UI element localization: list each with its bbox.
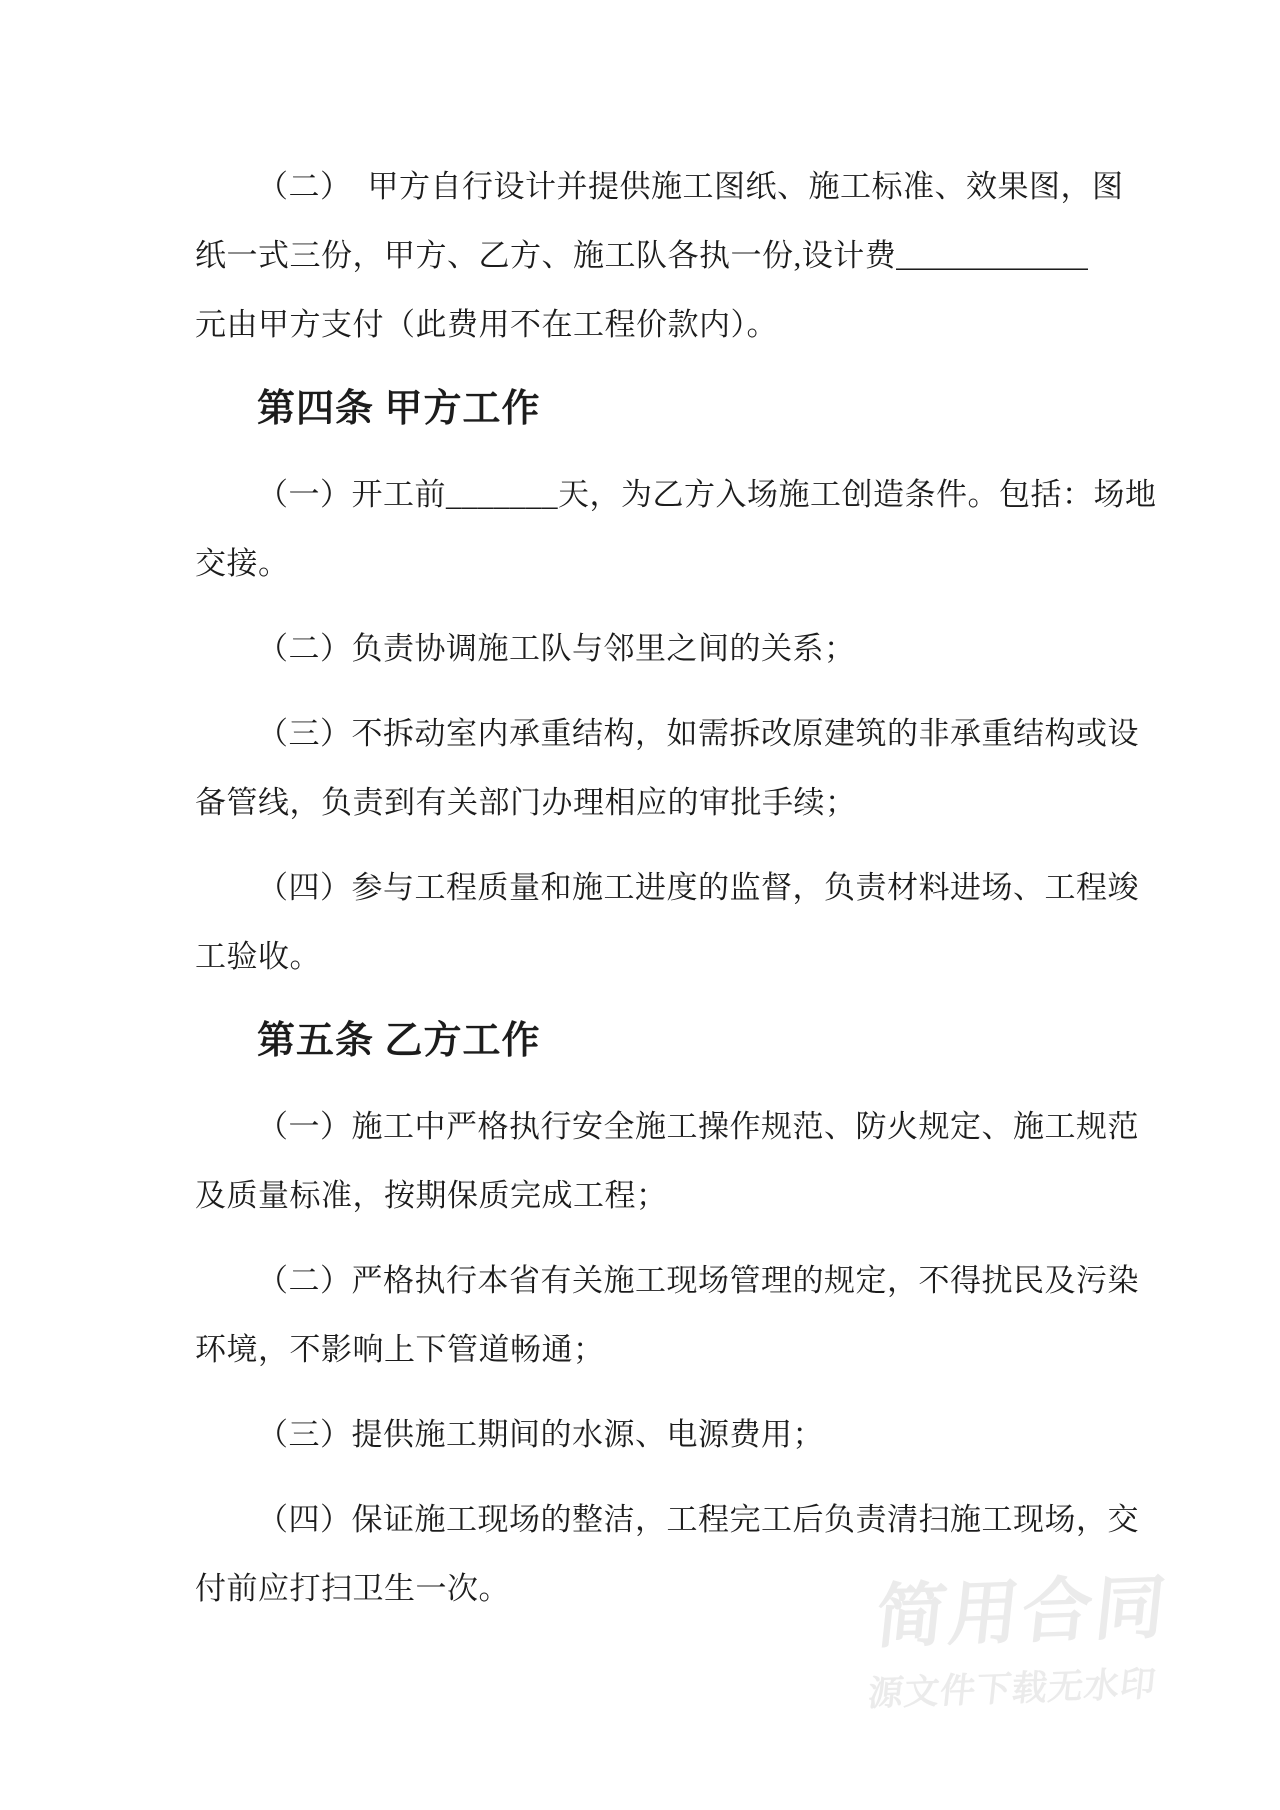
clause-paragraph — [195, 1092, 1225, 1230]
clause-paragraph — [195, 1246, 1225, 1384]
text-line: 第四条 甲方工作 — [257, 388, 541, 430]
clause-paragraph — [195, 152, 1225, 359]
text-line: （二）严格执行本省有关施工现场管理的规定，不得扰民及污染 — [257, 1263, 1139, 1298]
text-line: 付前应打扫卫生一次。 — [195, 1571, 510, 1606]
clause-paragraph — [195, 853, 1225, 991]
text-line: 环境，不影响上下管道畅通； — [195, 1332, 605, 1367]
text-line: （二） 甲方自行设计并提供施工图纸、施工标准、效果图，图 — [257, 169, 1124, 204]
text-line: 第五条 乙方工作 — [257, 1020, 541, 1062]
clause-paragraph — [195, 614, 1225, 683]
watermark-subtitle: 源文件下载无水印 — [866, 1664, 1159, 1714]
text-line: （一）开工前_______天，为乙方入场施工创造条件。包括：场地 — [257, 477, 1157, 512]
text-line: 及质量标准，按期保质完成工程； — [195, 1178, 668, 1213]
clause-heading — [195, 375, 1225, 444]
text-line: 纸一式三份，甲方、乙方、施工队各执一份,设计费____________ — [195, 238, 1089, 273]
watermark-title: 简用合同 — [872, 1567, 1173, 1657]
text-line: （一）施工中严格执行安全施工操作规范、防火规定、施工规范 — [257, 1109, 1139, 1144]
clause-heading — [195, 1007, 1225, 1076]
clause-paragraph — [195, 699, 1225, 837]
text-line: （四）保证施工现场的整洁，工程完工后负责清扫施工现场，交 — [257, 1502, 1139, 1537]
text-line: （四）参与工程质量和施工进度的监督，负责材料进场、工程竣 — [257, 870, 1139, 905]
text-line: （二）负责协调施工队与邻里之间的关系； — [257, 631, 856, 666]
clause-paragraph — [195, 460, 1225, 598]
text-line: （三）不拆动室内承重结构，如需拆改原建筑的非承重结构或设 — [257, 716, 1139, 751]
text-line: 元由甲方支付（此费用不在工程价款内）。 — [195, 307, 778, 342]
clause-paragraph — [195, 1400, 1225, 1469]
text-line: （三）提供施工期间的水源、电源费用； — [257, 1417, 824, 1452]
text-line: 工验收。 — [195, 939, 321, 974]
watermark — [866, 1567, 1173, 1714]
contract-text — [195, 152, 1225, 1623]
text-line: 交接。 — [195, 546, 290, 581]
text-line: 备管线，负责到有关部门办理相应的审批手续； — [195, 785, 857, 820]
